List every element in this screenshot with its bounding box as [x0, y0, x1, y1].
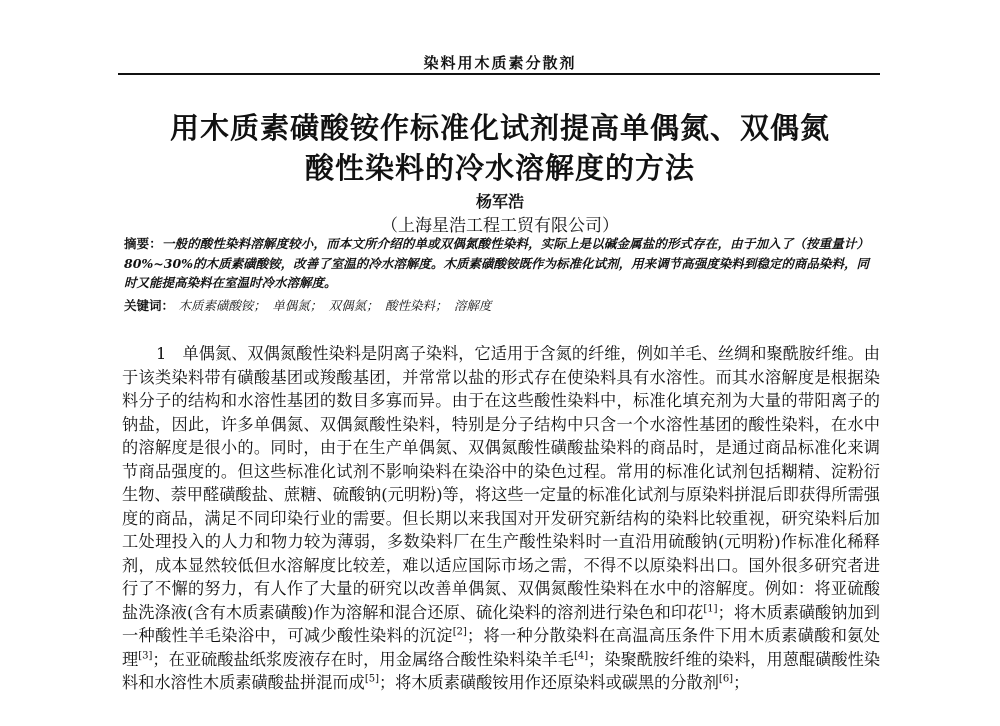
body-text: ；	[733, 673, 750, 692]
author-affiliation: （上海星浩工程工贸有限公司）	[381, 216, 619, 236]
keyword: 单偶氮；	[272, 298, 323, 313]
keyword: 酸性染料；	[385, 298, 448, 313]
abstract-label: 摘要：	[124, 236, 162, 251]
body-text: ；染聚酰胺纤维的染料，用蒽醌磺酸性染料和水溶性木质素磺酸盐拼混而成	[122, 649, 881, 692]
citation: [6]	[718, 673, 734, 685]
body-paragraph-1	[122, 342, 880, 695]
keyword: 双偶氮；	[328, 298, 379, 313]
abstract-text: 一般的酸性染料溶解度较小，而本文所介绍的单或双偶氮酸性染料，实际上是以碱金属盐的形式存在，由于加入了（按重量计）80%~30%的木质素磺酸铵，改善了室温的冷水溶解度。木质素磺酸铵既作为标准化试剂，用来调节高强度染料到稳定的商品染料，同时又能提高染料在室温时冷水溶解度。	[124, 236, 869, 290]
body-text: ；将一种分散染料在高温高压条件下用木质素磺酸和氨处理	[122, 626, 881, 669]
citation: [2]	[452, 626, 467, 638]
author-name: 杨军浩	[475, 192, 524, 211]
keyword: 木质素磺酸铵；	[178, 298, 266, 313]
keywords	[124, 296, 869, 315]
citation: [5]	[364, 673, 379, 685]
running-header: 染料用木质素分散剂	[423, 54, 577, 72]
citation: [1]	[703, 603, 718, 615]
header-rule	[118, 73, 880, 75]
citation: [4]	[573, 650, 589, 662]
keywords-label: 关键词：	[124, 298, 175, 313]
body-text: ；将木质素磺酸铵用作还原染料或碳黑的分散剂	[378, 673, 719, 692]
abstract	[124, 234, 869, 293]
citation: [3]	[138, 650, 153, 662]
paper-title-line-1: 用木质素磺酸铵作标准化试剂提高单偶氮、双偶氮	[169, 111, 830, 145]
body-text: ；在亚硫酸盐纸浆废液存在时，用金属络合酸性染料染羊毛	[152, 649, 574, 669]
keyword: 溶解度	[453, 298, 492, 313]
body-text: 1 单偶氮、双偶氮酸性染料是阴离子染料，它适用于含氮的纤维，例如羊毛、丝绸和聚酰胺纤维。由于该类染料带有磺酸基团或羧酸基团，并常常以盐的形式存在使染料具有水溶性。而其水溶解度是根据染料分子的结构和水溶性基团的数目多寡而异。由于在这些酸性染料中，标准化填充剂为大量的带阳离子的钠盐，因此，许多单偶氮、双偶氮酸性染料，特别是分子结构中只含一个水溶性基团的酸性染料，在水中的溶解度是很小的。同时，由于在生产单偶氮、双偶氮酸性磺酸盐染料的商品时，是通过商品标准化来调节商品强度的。但这些标准化试剂不影响染料在染浴中的染色过程。常用的标准化试剂包括糊精、淀粉衍生物、萘甲醛磺酸盐、蔗糖、硫酸钠(元明粉)等，将这些一定量的标准化试剂与原染料拼混后即获得所需强度的商品，满足不同印染行业的需要。但长期以来我国对开发研究新结构的染料比较重视，研究染料后加工处理投入的人力和物力较为薄弱，多数染料厂在生产酸性染料时一直沿用硫酸钠(元明粉)作标准化稀释剂，成本显然较低但水溶解度比较差，难以适应国际市场之需，不得不以原染料出口。国外很多研究者进行了不懈的努力，有人作了大量的研究以改善单偶氮、双偶氮酸性染料在水中的溶解度。例如：将亚硫酸盐洗涤液(含有木质素磺酸)作为溶解和混合还原、硫化染料的溶剂进行染色和印花	[122, 344, 880, 622]
body-text: ；将木质素磺酸钠加到一种酸性羊毛染浴中，可减少酸性染料的沉淀	[122, 602, 880, 645]
paper-title-line-2: 酸性染料的冷水溶解度的方法	[304, 151, 695, 185]
